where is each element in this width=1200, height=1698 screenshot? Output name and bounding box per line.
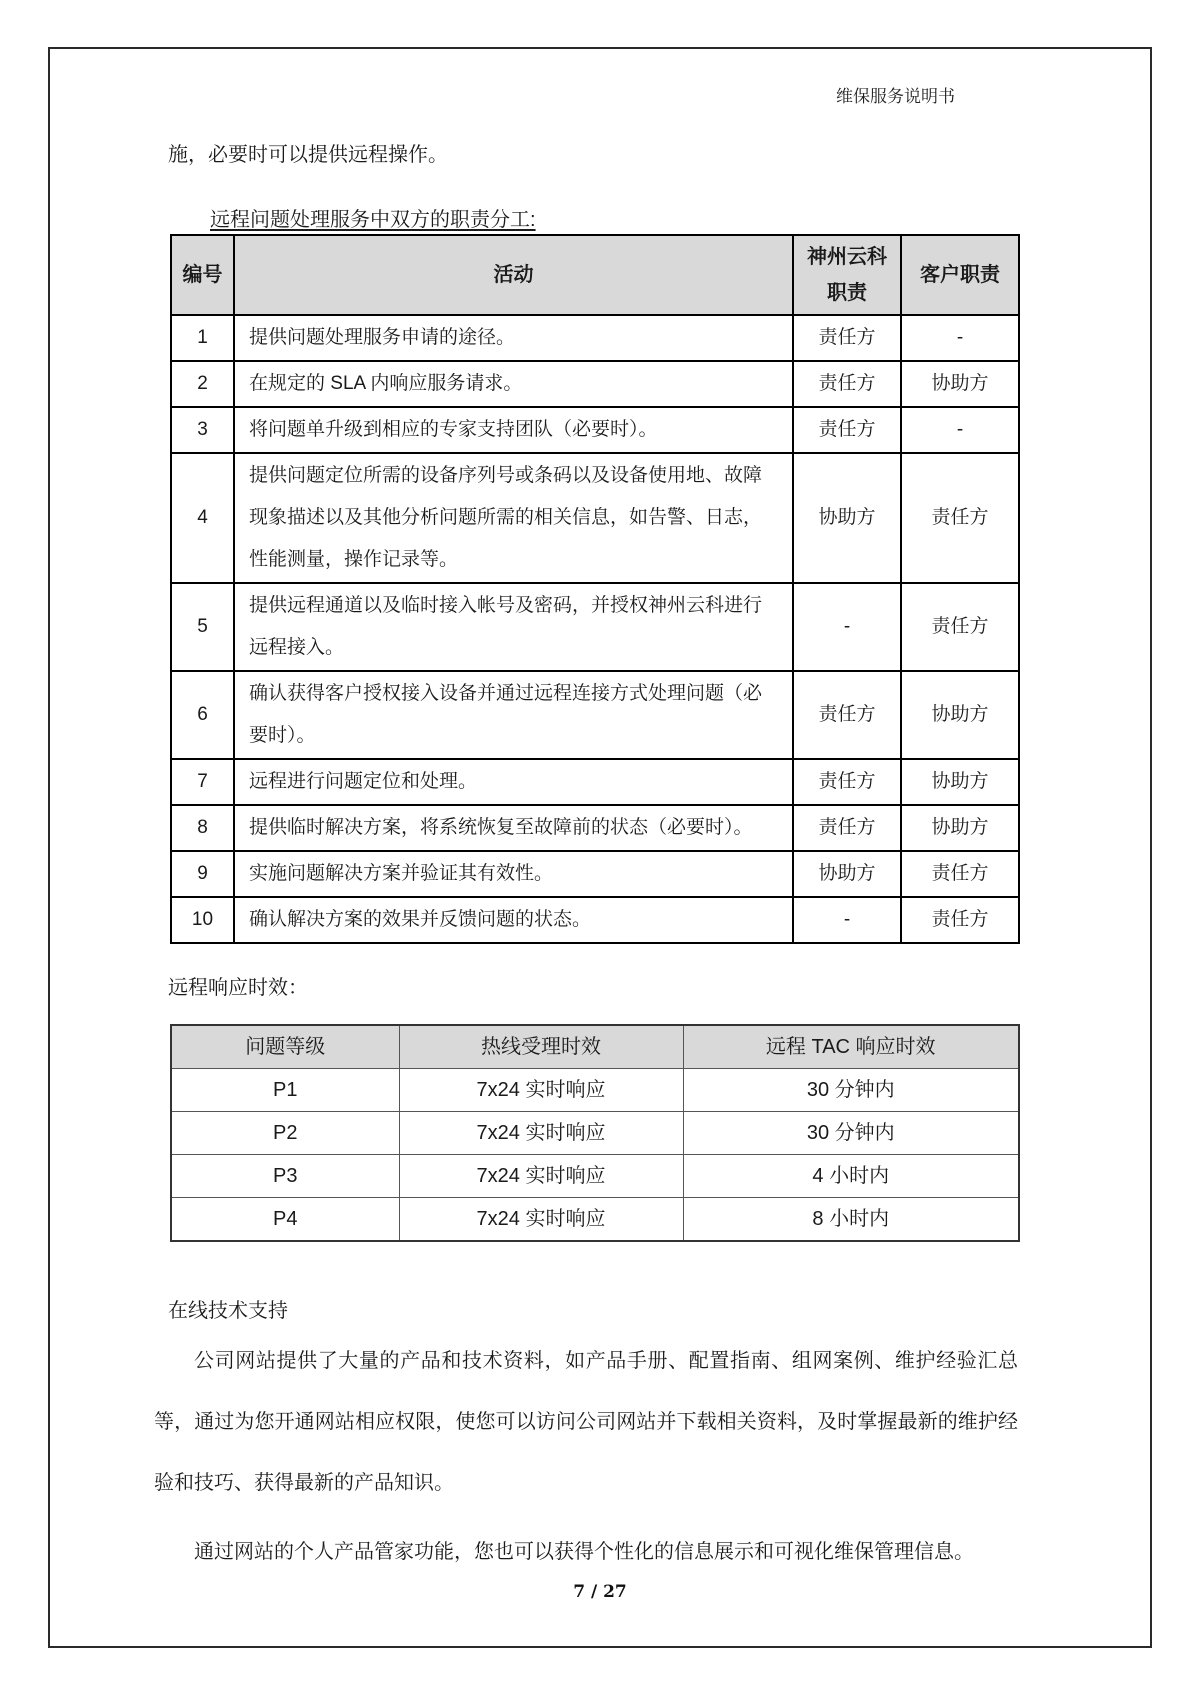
table-row [171,453,1019,583]
customer-role-cell: - [901,407,1019,453]
response-time-section-title: 远程响应时效： [168,977,308,999]
online-support-paragraph-1: 公司网站提供了大量的产品和技术资料，如产品手册、配置指南、组网案例、维护经验汇总等，通过为您开通网站相应权限，使您可以访问公司网站并下载相关资料，及时掌握最新的维护经验和技巧、获得最新的产品知识。 [154,1350,1018,1494]
column-header-activity: 活动 [234,235,793,315]
customer-role-cell: 责任方 [901,851,1019,897]
row-number-cell: 4 [171,453,234,583]
row-number-cell: 2 [171,361,234,407]
table-header-row [171,1025,1019,1069]
customer-role-cell: 责任方 [901,453,1019,583]
tac-cell: 4 小时内 [683,1155,1019,1198]
activity-cell: 确认获得客户授权接入设备并通过远程连接方式处理问题（必要时）。 [234,671,793,759]
column-header-dcn-role-line1: 神州云科 [807,246,887,268]
dcn-role-cell: 责任方 [793,671,901,759]
column-header-dcn-role [793,235,901,315]
online-support-heading: 在线技术支持 [168,1300,288,1322]
row-number-cell: 3 [171,407,234,453]
table-row [171,361,1019,407]
online-support-paragraph-2: 通过网站的个人产品管家功能，您也可以获得个性化的信息展示和可视化维保管理信息。 [194,1541,974,1563]
table-row [171,851,1019,897]
row-number-cell: 5 [171,583,234,671]
tac-cell: 30 分钟内 [683,1069,1019,1112]
row-number-cell: 9 [171,851,234,897]
dcn-role-cell: - [793,583,901,671]
hotline-cell: 7x24 实时响应 [399,1112,683,1155]
dcn-role-cell: 责任方 [793,805,901,851]
column-header-customer-role: 客户职责 [901,235,1019,315]
column-header-hotline: 热线受理时效 [399,1025,683,1069]
problem-level-cell: P1 [171,1069,399,1112]
activity-cell: 提供远程通道以及临时接入帐号及密码，并授权神州云科进行远程接入。 [234,583,793,671]
dcn-role-cell: 责任方 [793,407,901,453]
customer-role-cell: 协助方 [901,671,1019,759]
column-header-dcn-role-line2: 职责 [827,282,867,304]
activity-cell: 远程进行问题定位和处理。 [234,759,793,805]
page-number: 7 / 27 [573,1582,627,1602]
row-number-cell: 1 [171,315,234,361]
row-number-cell: 8 [171,805,234,851]
tac-cell: 8 小时内 [683,1198,1019,1242]
hotline-cell: 7x24 实时响应 [399,1069,683,1112]
problem-level-cell: P4 [171,1198,399,1242]
activity-cell: 实施问题解决方案并验证其有效性。 [234,851,793,897]
table-row [171,1069,1019,1112]
activity-cell: 确认解决方案的效果并反馈问题的状态。 [234,897,793,943]
activity-cell: 提供临时解决方案，将系统恢复至故障前的状态（必要时）。 [234,805,793,851]
activity-cell: 将问题单升级到相应的专家支持团队（必要时）。 [234,407,793,453]
dcn-role-cell: 协助方 [793,851,901,897]
customer-role-cell: 协助方 [901,759,1019,805]
customer-role-cell: 协助方 [901,805,1019,851]
table-row [171,759,1019,805]
dcn-role-cell: 责任方 [793,361,901,407]
dcn-role-cell: - [793,897,901,943]
table-row [171,583,1019,671]
row-number-cell: 6 [171,671,234,759]
table-row [171,805,1019,851]
problem-level-cell: P3 [171,1155,399,1198]
column-header-number: 编号 [171,235,234,315]
customer-role-cell: 协助方 [901,361,1019,407]
document-header-title: 维保服务说明书 [836,87,955,107]
response-time-table [170,1024,1020,1242]
dcn-role-cell: 责任方 [793,759,901,805]
dcn-role-cell: 责任方 [793,315,901,361]
table-caption-underlined: 远程问题处理服务中双方的职责分工: [210,209,536,231]
column-header-tac: 远程 TAC 响应时效 [683,1025,1019,1069]
problem-level-cell: P2 [171,1112,399,1155]
table-row [171,1112,1019,1155]
table-row [171,671,1019,759]
dcn-role-cell: 协助方 [793,453,901,583]
activity-cell: 提供问题定位所需的设备序列号或条码以及设备使用地、故障现象描述以及其他分析问题所需的相关信息，如告警、日志，性能测量，操作记录等。 [234,453,793,583]
column-header-problem-level: 问题等级 [171,1025,399,1069]
table-row [171,1155,1019,1198]
tac-cell: 30 分钟内 [683,1112,1019,1155]
customer-role-cell: 责任方 [901,583,1019,671]
customer-role-cell: 责任方 [901,897,1019,943]
responsibility-table [170,234,1020,944]
table-row [171,1198,1019,1242]
customer-role-cell: - [901,315,1019,361]
row-number-cell: 10 [171,897,234,943]
body-text-line: 施，必要时可以提供远程操作。 [168,144,448,166]
activity-cell: 在规定的 SLA 内响应服务请求。 [234,361,793,407]
row-number-cell: 7 [171,759,234,805]
table-header-row [171,235,1019,315]
table-row [171,407,1019,453]
page-content [154,138,1018,1583]
activity-cell: 提供问题处理服务申请的途径。 [234,315,793,361]
hotline-cell: 7x24 实时响应 [399,1198,683,1242]
hotline-cell: 7x24 实时响应 [399,1155,683,1198]
table-row [171,315,1019,361]
table-row [171,897,1019,943]
